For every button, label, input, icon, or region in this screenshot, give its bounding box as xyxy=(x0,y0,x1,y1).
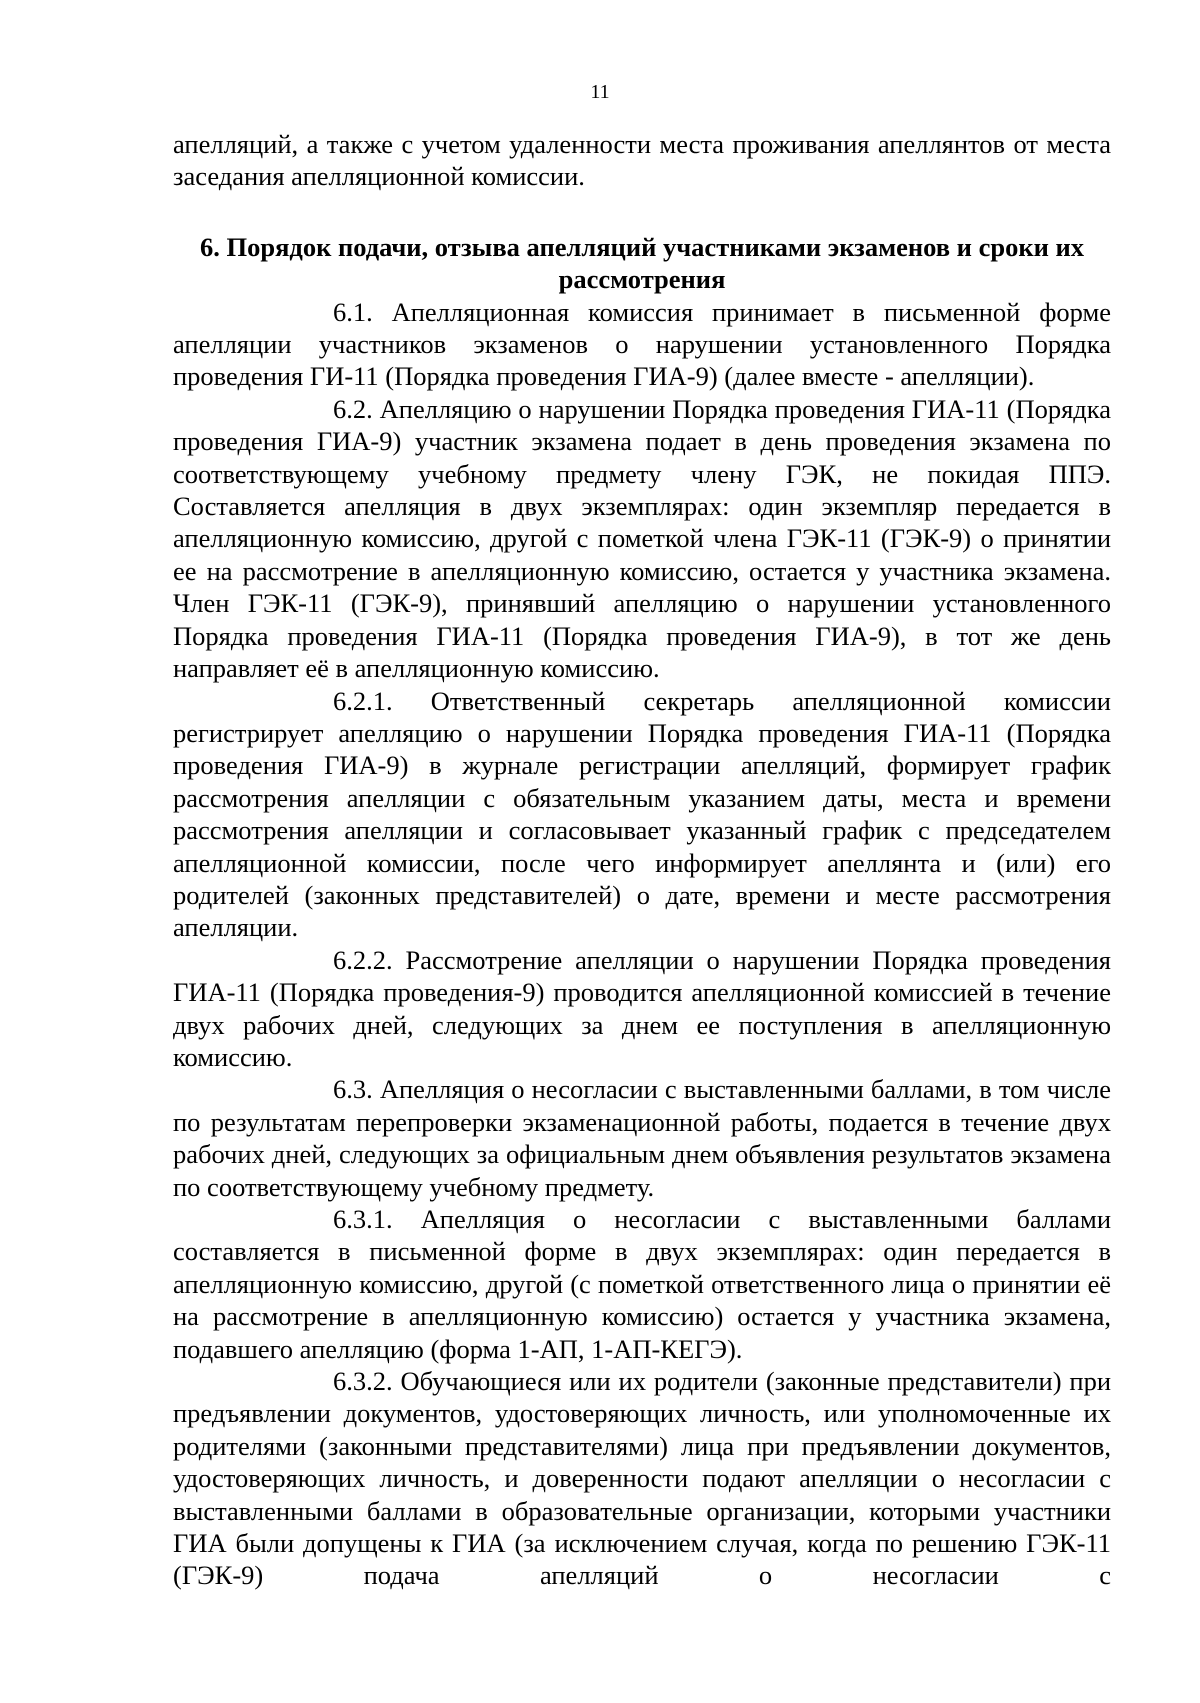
intro-paragraph: апелляций, а также с учетом удаленности места проживания апеллянтов от места заседания апелляционной комиссии. xyxy=(173,129,1111,192)
page-number: 11 xyxy=(590,81,610,103)
paragraph-text: Ответственный секретарь апелляционной комиссии регистрирует апелляцию о нарушении Порядка проведения ГИА-11 (Порядка проведения ГИА-9) в журнале регистрации апелляций, формирует график рассмотрения апелляции с обязательным указанием даты, места и времени рассмотрения апелляции и согласовывает указанный график с председателем апелляционной комиссии, после чего информирует апеллянта и (или) его родителей (законных представителей) о дате, времени и месте рассмотрения апелляции. xyxy=(173,685,1111,943)
paragraph-number: 6.2.1. xyxy=(333,685,393,716)
paragraph-6-2-2 xyxy=(173,944,1111,1074)
paragraph-number: 6.3. xyxy=(333,1074,373,1105)
paragraph-number: 6.2. xyxy=(333,393,373,424)
paragraph-text: Рассмотрение апелляции о нарушении Порядка проведения ГИА-11 (Порядка проведения-9) проводится апелляционной комиссией в течение двух рабочих дней, следующих за днем ее поступления в апелляционную комиссию. xyxy=(173,944,1111,1072)
paragraph-number: 6.2.2. xyxy=(333,944,393,975)
paragraph-6-1 xyxy=(173,296,1111,393)
paragraph-text: Обучающиеся или их родители (законные представители) при предъявлении документов, удостоверяющих личность, или уполномоченные их родителями (законными представителями) лица при предъявлении документов, удостоверяющих личность, и доверенности подают апелляции о несогласии с выставленными баллами в образовательные организации, которыми участники ГИА были допущены к ГИА (за исключением случая, когда по решению ГЭК-11 (ГЭК-9) подача апелляций о несогласии с xyxy=(173,1366,1111,1591)
paragraph-number: 6.3.1. xyxy=(333,1204,393,1234)
paragraph-6-3-1 xyxy=(173,1203,1111,1365)
document-body xyxy=(173,128,1111,1592)
paragraph-text: Апелляцию о нарушении Порядка проведения ГИА-11 (Порядка проведения ГИА-9) участник экзамена подает в день проведения экзамена по соответствующему учебному предмету члену ГЭК, не покидая ППЭ. Составляется апелляция в двух экземплярах: один экземпляр передается в апелляционную комиссию, другой с пометкой члена ГЭК-11 (ГЭК-9) о принятии ее на рассмотрение в апелляционную комиссию, остается у участника экзамена. Член ГЭК-11 (ГЭК-9), принявший апелляцию о нарушении установленного Порядка проведения ГИА-11 (Порядка проведения ГИА-9), в тот же день направляет её в апелляционную комиссию. xyxy=(173,393,1111,684)
paragraph-text: Апелляция о несогласии с выставленными баллами, в том числе по результатам перепроверки экзаменационной работы, подается в течение двух рабочих дней, следующих за официальным днем объявления результатов экзамена по соответствующему учебному предмету. xyxy=(173,1074,1112,1202)
paragraph-text: Апелляция о несогласии с выставленными баллами составляется в письменной форме в двух экземплярах: один передается в апелляционную комиссию, другой (с пометкой ответственного лица о принятии её на рассмотрение в апелляционную комиссию) остается у участника экзамена, подавшего апелляцию (форма 1-АП, 1-АП-КЕГЭ). xyxy=(173,1204,1111,1364)
paragraph-6-2 xyxy=(173,393,1111,685)
paragraph-text: Апелляционная комиссия принимает в письменной форме апелляции участников экзаменов о нарушении установленного Порядка проведения ГИ-11 (Порядка проведения ГИА-9) (далее вместе - апелляции). xyxy=(173,296,1111,392)
paragraph-6-3 xyxy=(173,1073,1111,1203)
paragraph-6-2-1 xyxy=(173,685,1111,944)
paragraph-number: 6.3.2. xyxy=(333,1366,393,1397)
section-heading: 6. Порядок подачи, отзыва апелляций участниками экзаменов и сроки их рассмотрения xyxy=(199,231,1085,295)
paragraph-6-3-2 xyxy=(173,1365,1111,1592)
paragraph-number: 6.1. xyxy=(333,296,373,327)
